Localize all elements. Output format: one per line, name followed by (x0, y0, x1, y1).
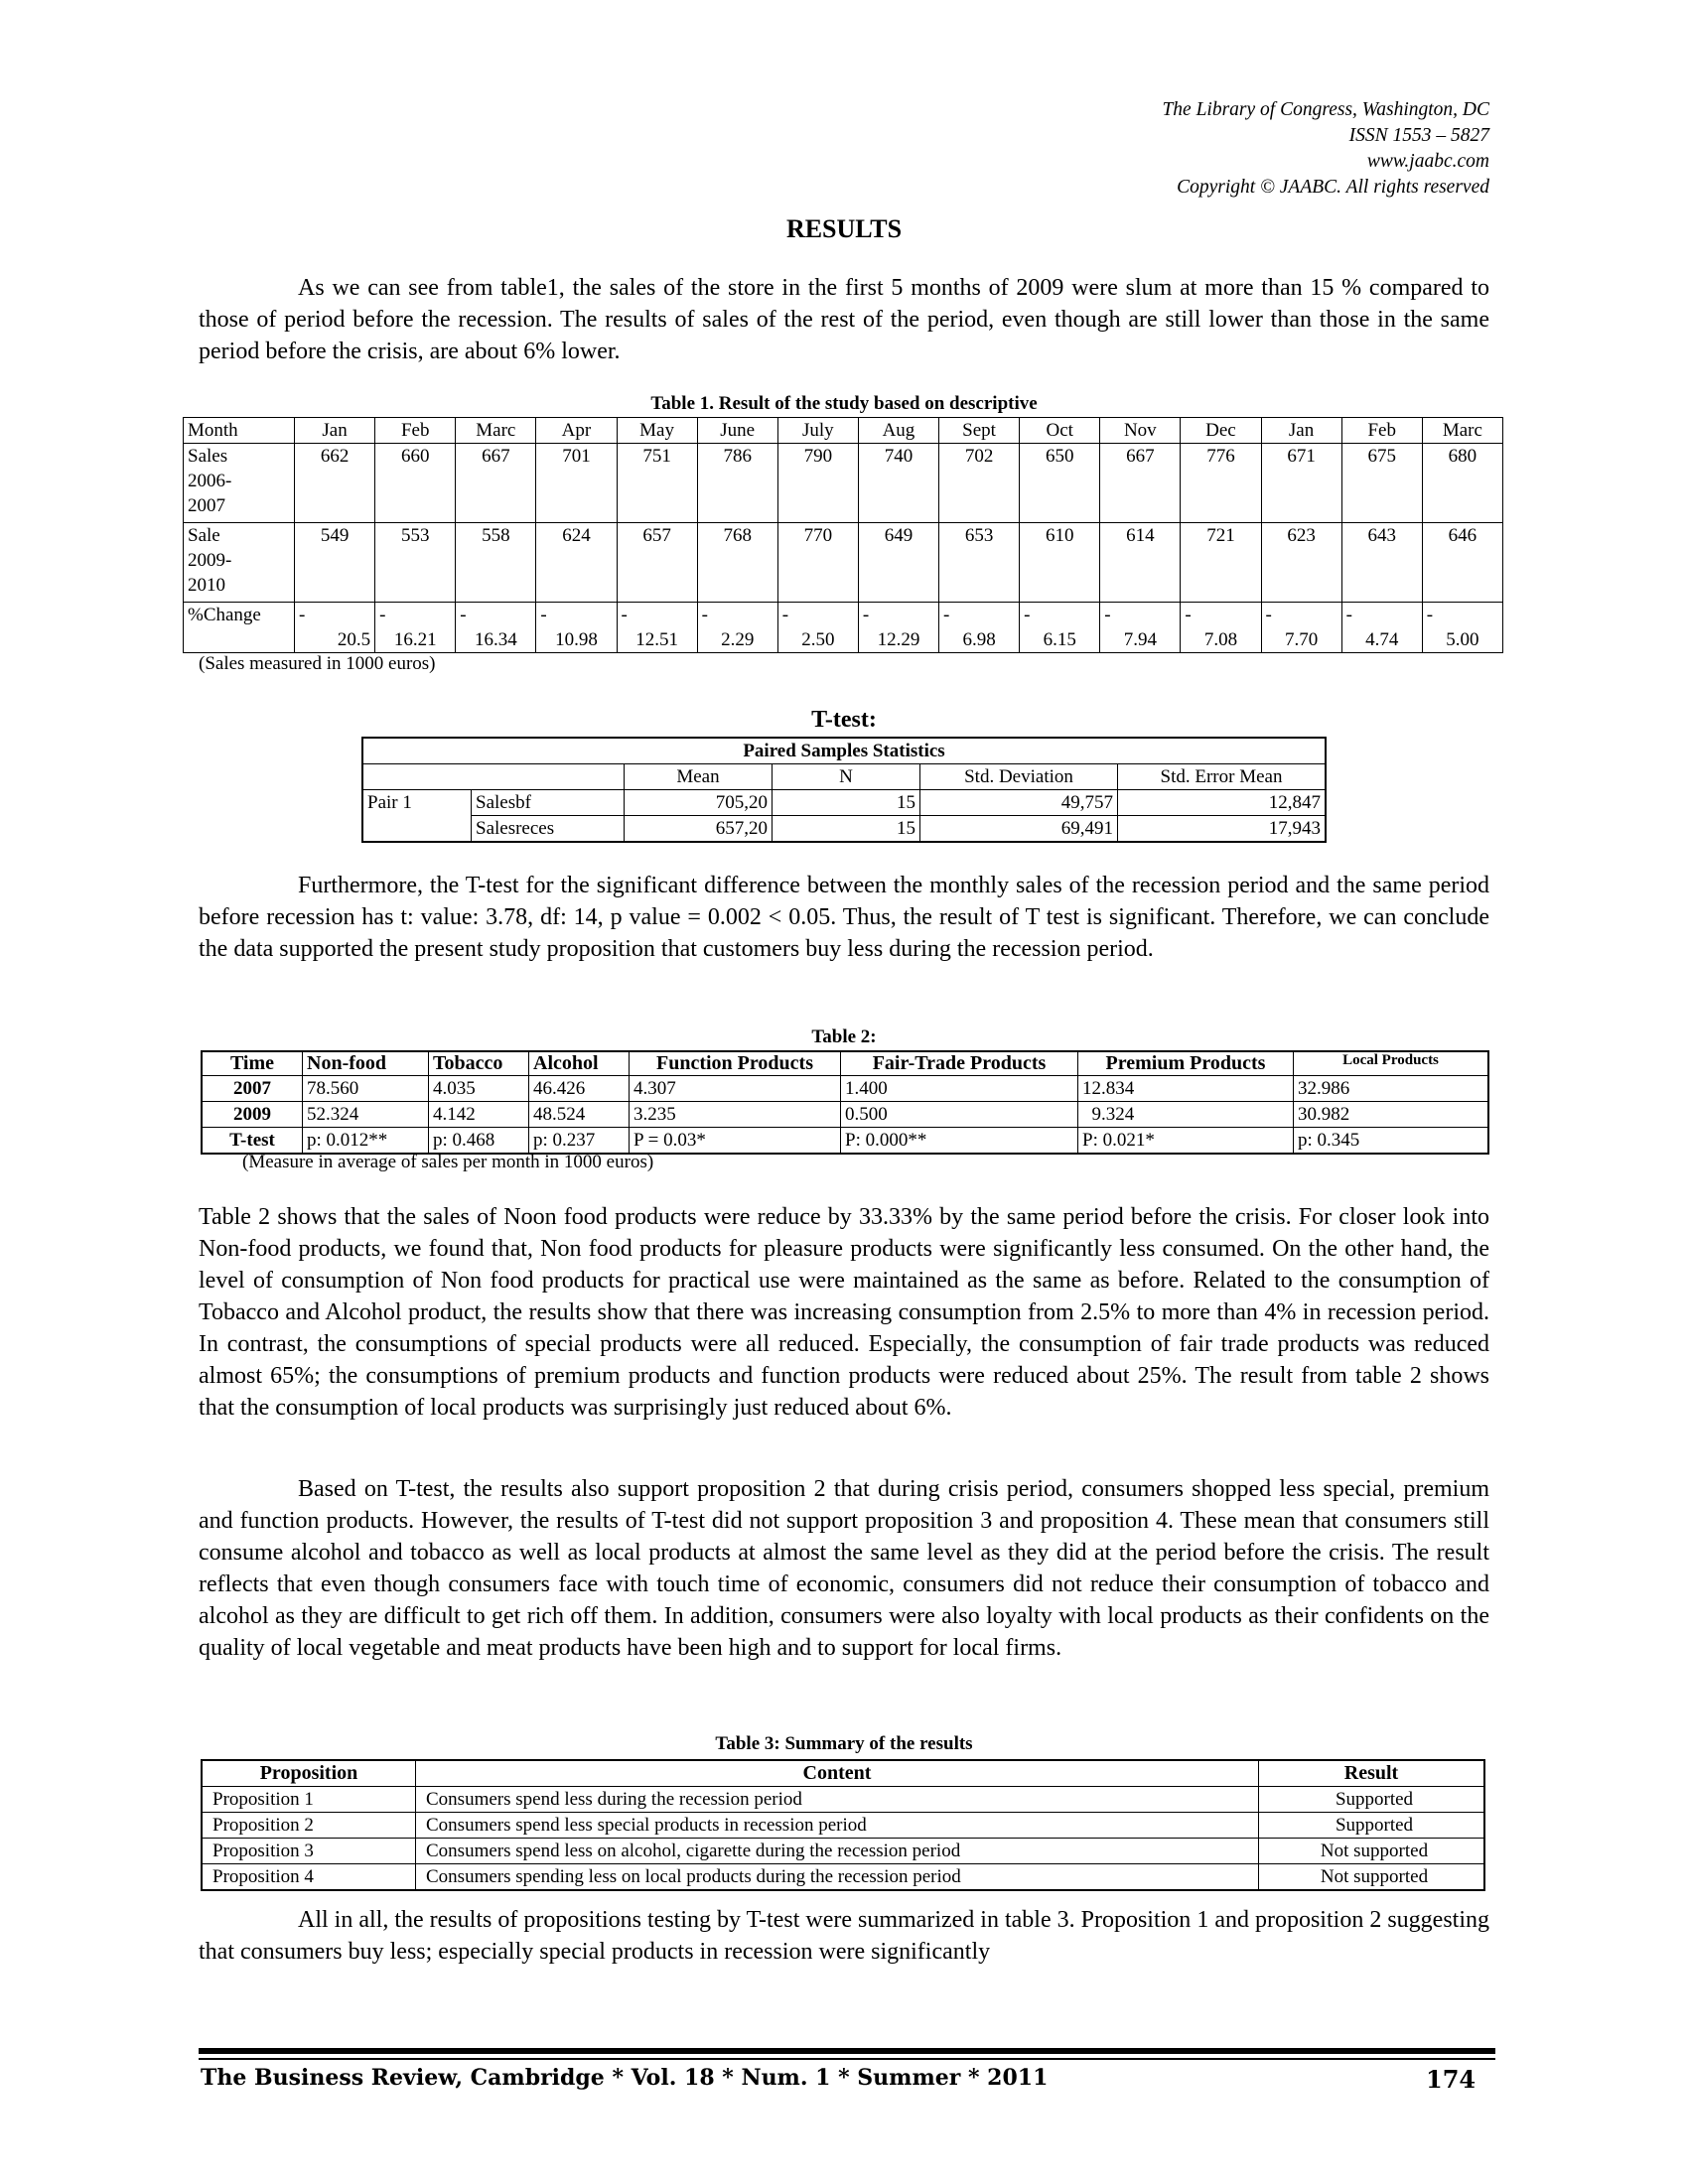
table-2-cell: 32.986 (1294, 1076, 1489, 1102)
ttest-header-cell: Std. Deviation (920, 764, 1118, 790)
table-3-row (202, 1813, 1484, 1839)
table-1-row-label (184, 444, 295, 523)
table-1-cell: 643 (1341, 523, 1422, 603)
table-2-cell: 4.035 (429, 1076, 529, 1102)
minus-sign: - (1185, 605, 1192, 625)
table-2-row-label: 2007 (202, 1076, 303, 1102)
table-2-header-cell: Fair-Trade Products (841, 1051, 1078, 1076)
table-2-cell: 46.426 (529, 1076, 630, 1102)
table-2-header-cell: Non-food (303, 1051, 429, 1076)
table-1-cell: 702 (939, 444, 1020, 523)
table-1-cell: 660 (375, 444, 456, 523)
minus-sign: - (1265, 605, 1272, 625)
table-1-cell: 610 (1020, 523, 1100, 603)
table-3-cell: Consumers spending less on local products during the recession period (416, 1864, 1259, 1891)
table-1-cell: 649 (858, 523, 938, 603)
table-1-cell: 786 (697, 444, 777, 523)
table-1-header-cell: Oct (1020, 418, 1100, 444)
table-2-cell: P: 0.000** (841, 1128, 1078, 1155)
table-2-header-cell: Time (202, 1051, 303, 1076)
table-1-header-cell: Feb (375, 418, 456, 444)
minus-sign: - (701, 605, 708, 625)
table-1-cell: 667 (1100, 444, 1181, 523)
change-value: 6.15 (1043, 629, 1076, 650)
table-1-row-sales-2006 (184, 444, 1503, 523)
ttest-n: 15 (773, 816, 920, 843)
ttest-header-cell: Mean (625, 764, 773, 790)
table-3-header-cell: Content (416, 1760, 1259, 1787)
table-3-cell: Supported (1259, 1813, 1485, 1839)
table-3 (201, 1759, 1485, 1891)
table-2-row (202, 1128, 1488, 1155)
table-3-cell: Proposition 1 (202, 1787, 416, 1813)
paragraph-1: As we can see from table1, the sales of the store in the first 5 months of 2009 were slum at more than 15 % compared to those of period before the recession. The results of sales of the rest of the period, even though are still lower than those in the same period before the crisis, are about 6% lower. (199, 275, 1489, 364)
table-1-header-cell: Marc (456, 418, 536, 444)
ttest-row (362, 816, 1326, 843)
table-1-cell: 657 (617, 523, 697, 603)
ttest-subtitle-row (362, 738, 1326, 764)
table-1-cell: 662 (295, 444, 375, 523)
table-1-cell: 623 (1261, 523, 1341, 603)
label-line: Sale (188, 525, 220, 546)
ttest-header-cell: Std. Error Mean (1118, 764, 1327, 790)
table-1-cell: 701 (536, 444, 617, 523)
table-2-cell: p: 0.012** (303, 1128, 429, 1155)
ttest-pair-label: Pair 1 (362, 790, 472, 843)
minus-sign: - (862, 605, 870, 625)
header-line-2: ISSN 1553 – 5827 (1348, 125, 1489, 146)
table-3-row (202, 1839, 1484, 1864)
table-1-row-label (184, 523, 295, 603)
label-line: 2006- (188, 471, 232, 491)
table-2-header-cell: Local Products (1294, 1051, 1489, 1076)
ttest-se: 12,847 (1118, 790, 1327, 816)
table-3-cell: Consumers spend less special products in recession period (416, 1813, 1259, 1839)
minus-sign: - (540, 605, 547, 625)
paragraph-3: Table 2 shows that the sales of Noon food products were reduce by 33.33% by the same period before the crisis. For closer look into Non-food products, we found that, Non food products for pleasure products were significantly less consumed. On the other hand, the level of consumption of Non food products for practical use were maintained as the same as before. Related to the consumption of Tobacco and Alcohol product, the results show that there was increasing consumption from 2.5% to more than 4% in recession period. In contrast, the consumptions of special products were all reduced. Especially, the consumption of fair trade products was reduced almost 65%; the consumptions of premium products and function products were reduced about 25%. The result from table 2 shows that the consumption of local products was surprisingly just reduced about 6%. (199, 1204, 1489, 1421)
table-1-cell: 614 (1100, 523, 1181, 603)
table-2-note: (Measure in average of sales per month in 1000 euros) (242, 1152, 654, 1172)
paragraph-5: All in all, the results of propositions testing by T-test were summarized in table 3. Proposition 1 and proposition 2 suggesting that consumers buy less; especially special products in recession were significantly (199, 1907, 1489, 1965)
table-3-cell: Not supported (1259, 1839, 1485, 1864)
table-1-cell: 721 (1181, 523, 1261, 603)
table-1-header-cell: Jan (295, 418, 375, 444)
table-3-cell: Consumers spend less on alcohol, cigarette during the recession period (416, 1839, 1259, 1864)
footer-journal: The Business Review, Cambridge * Vol. 18 * Num. 1 * Summer * 2011 (201, 2065, 1049, 2091)
table-2-cell: 78.560 (303, 1076, 429, 1102)
table-3-cell: Proposition 2 (202, 1813, 416, 1839)
table-3-header-cell: Result (1259, 1760, 1485, 1787)
table-2-cell: 4.142 (429, 1102, 529, 1128)
minus-sign: - (621, 605, 628, 625)
table-3-cell: Proposition 3 (202, 1839, 416, 1864)
ttest-empty-header (362, 764, 625, 790)
change-value: 16.34 (474, 629, 517, 650)
label-line: Sales (188, 446, 228, 467)
change-value: 4.74 (1365, 629, 1399, 650)
table-1-header-cell: Apr (536, 418, 617, 444)
header-line-1: The Library of Congress, Washington, DC (1162, 99, 1489, 120)
ttest-mean: 705,20 (625, 790, 773, 816)
change-value: 12.29 (877, 629, 920, 650)
table-1-cell: 624 (536, 523, 617, 603)
change-value: 12.51 (635, 629, 678, 650)
table-1-cell: 646 (1422, 523, 1502, 603)
minus-sign: - (781, 605, 789, 625)
table-1-cell: 653 (939, 523, 1020, 603)
table-3-row (202, 1864, 1484, 1891)
header-line-3[interactable]: www.jaabc.com (1366, 151, 1489, 172)
table-2-cell: p: 0.345 (1294, 1128, 1489, 1155)
table-2-cell: 3.235 (630, 1102, 841, 1128)
table-2-row (202, 1102, 1488, 1128)
change-value: 2.29 (721, 629, 755, 650)
table-2-cell: P = 0.03* (630, 1128, 841, 1155)
table-1-header-cell: June (697, 418, 777, 444)
table-1-row-change (184, 603, 1503, 653)
table-1-change-cell (777, 603, 858, 653)
table-1-change-cell (697, 603, 777, 653)
table-1-header-cell: Month (184, 418, 295, 444)
change-value: 5.00 (1446, 629, 1479, 650)
table-2-row (202, 1076, 1488, 1102)
table-1-header-cell: Marc (1422, 418, 1502, 444)
table-1-change-cell (1341, 603, 1422, 653)
table-2-cell: p: 0.237 (529, 1128, 630, 1155)
table-2-row-label: T-test (202, 1128, 303, 1155)
table-3-caption: Table 3: Summary of the results (715, 1733, 973, 1754)
minus-sign: - (1426, 605, 1434, 625)
table-1-cell: 790 (777, 444, 858, 523)
table-1-cell: 650 (1020, 444, 1100, 523)
table-1-cell: 751 (617, 444, 697, 523)
table-3-cell: Supported (1259, 1787, 1485, 1813)
table-1-header-cell: Nov (1100, 418, 1181, 444)
table-1-change-cell (617, 603, 697, 653)
table-3-cell: Not supported (1259, 1864, 1485, 1891)
table-1-caption: Table 1. Result of the study based on descriptive (650, 393, 1038, 414)
table-2-header-row (202, 1051, 1488, 1076)
change-value: 6.98 (962, 629, 996, 650)
table-1-header-cell: May (617, 418, 697, 444)
table-1-change-cell (1100, 603, 1181, 653)
table-2-cell: 48.524 (529, 1102, 630, 1128)
label-line: 2010 (188, 575, 225, 596)
ttest-table (361, 737, 1327, 843)
table-2-header-cell: Alcohol (529, 1051, 630, 1076)
change-value: 7.70 (1284, 629, 1319, 650)
table-2-caption: Table 2: (811, 1026, 877, 1047)
minus-sign: - (943, 605, 950, 625)
table-1-header-cell: Sept (939, 418, 1020, 444)
table-1-header-row (184, 418, 1503, 444)
table-3-cell: Consumers spend less during the recession period (416, 1787, 1259, 1813)
ttest-sd: 69,491 (920, 816, 1118, 843)
minus-sign: - (299, 605, 306, 625)
ttest-subtitle: Paired Samples Statistics (362, 738, 1326, 764)
change-value: 16.21 (393, 629, 437, 650)
ttest-se: 17,943 (1118, 816, 1327, 843)
paragraph-4: Based on T-test, the results also support proposition 2 that during crisis period, consumers shopped less special, premium and function products. However, the results of T-test did not support proposition 3 and proposition 4. These mean that consumers still consume alcohol and tobacco as well as local products at almost the same level as they did at the period before the crisis. The result reflects that even though consumers face with touch time of economic, consumers did not reduce their consumption of tobacco and alcohol as they are difficult to get rich off them. In addition, consumers were also loyalty with local products as their confidents on the quality of local vegetable and meat products have been high and to support for local firms. (199, 1476, 1489, 1661)
table-1-cell: 675 (1341, 444, 1422, 523)
table-1-cell: 740 (858, 444, 938, 523)
ttest-header-cell: N (773, 764, 920, 790)
table-1-row-sale-2009 (184, 523, 1503, 603)
table-1-cell: 776 (1181, 444, 1261, 523)
table-1-cell: 667 (456, 444, 536, 523)
table-1-header-cell: Dec (1181, 418, 1261, 444)
table-3-cell: Proposition 4 (202, 1864, 416, 1891)
ttest-title: T-test: (811, 707, 877, 733)
change-value: 20.5 (337, 629, 371, 650)
ttest-var-name: Salesbf (472, 790, 625, 816)
table-2-header-cell: Tobacco (429, 1051, 529, 1076)
table-1-change-cell (1261, 603, 1341, 653)
table-1-cell: 768 (697, 523, 777, 603)
table-1-change-cell (536, 603, 617, 653)
table-2-cell: P: 0.021* (1078, 1128, 1294, 1155)
table-3-header-cell: Proposition (202, 1760, 416, 1787)
ttest-row (362, 790, 1326, 816)
change-value: 2.50 (801, 629, 835, 650)
table-1-change-cell (295, 603, 375, 653)
change-value: 10.98 (555, 629, 598, 650)
paragraph-2: Furthermore, the T-test for the significant difference between the monthly sales of the recession period and the same period before recession has t: value: 3.78, df: 14, p value = 0.002 < 0.05. Thus, the result of T test is significant. Therefore, we can conclude the data supported the present study proposition that customers buy less during the recession period. (199, 873, 1489, 962)
table-1-change-cell (1181, 603, 1261, 653)
table-1-cell: 671 (1261, 444, 1341, 523)
change-value: 7.08 (1203, 629, 1238, 650)
minus-sign: - (379, 605, 386, 625)
table-1-cell: 553 (375, 523, 456, 603)
ttest-sd: 49,757 (920, 790, 1118, 816)
ttest-var-name: Salesreces (472, 816, 625, 843)
table-3-header-row (202, 1760, 1484, 1787)
change-value: 7.94 (1123, 629, 1157, 650)
footer-rule-thick (199, 2048, 1495, 2054)
table-1-cell: 558 (456, 523, 536, 603)
label-line: 2009- (188, 550, 232, 571)
minus-sign: - (1024, 605, 1031, 625)
table-1-change-cell (375, 603, 456, 653)
table-1-header-cell: Feb (1341, 418, 1422, 444)
table-1 (183, 417, 1503, 653)
footer-rule-thin (199, 2058, 1495, 2060)
table-2-cell: 4.307 (630, 1076, 841, 1102)
table-2-cell: 1.400 (841, 1076, 1078, 1102)
table-2 (201, 1050, 1489, 1155)
table-1-cell: 770 (777, 523, 858, 603)
table-2-cell: 9.324 (1078, 1102, 1294, 1128)
table-1-change-cell (939, 603, 1020, 653)
ttest-header-row (362, 764, 1326, 790)
table-2-cell: 30.982 (1294, 1102, 1489, 1128)
table-2-header-cell: Premium Products (1078, 1051, 1294, 1076)
table-1-cell: 680 (1422, 444, 1502, 523)
table-1-change-cell (1422, 603, 1502, 653)
table-2-row-label: 2009 (202, 1102, 303, 1128)
table-1-header-cell: July (777, 418, 858, 444)
table-1-header-cell: Jan (1261, 418, 1341, 444)
ttest-n: 15 (773, 790, 920, 816)
table-1-row-label: %Change (184, 603, 295, 653)
header-line-4: Copyright © JAABC. All rights reserved (1177, 177, 1489, 198)
table-2-cell: 0.500 (841, 1102, 1078, 1128)
table-2-cell: 52.324 (303, 1102, 429, 1128)
section-title: RESULTS (785, 214, 903, 243)
table-1-note: (Sales measured in 1000 euros) (199, 653, 436, 674)
table-1-change-cell (858, 603, 938, 653)
table-2-header-cell: Function Products (630, 1051, 841, 1076)
minus-sign: - (1104, 605, 1111, 625)
label-line: 2007 (188, 495, 225, 516)
page-number: 174 (1426, 2065, 1477, 2094)
table-1-change-cell (1020, 603, 1100, 653)
ttest-mean: 657,20 (625, 816, 773, 843)
table-2-cell: 12.834 (1078, 1076, 1294, 1102)
table-2-cell: p: 0.468 (429, 1128, 529, 1155)
journal-header (1162, 97, 1489, 201)
table-1-cell: 549 (295, 523, 375, 603)
table-3-row (202, 1787, 1484, 1813)
table-1-header-cell: Aug (858, 418, 938, 444)
minus-sign: - (1345, 605, 1352, 625)
table-1-change-cell (456, 603, 536, 653)
minus-sign: - (460, 605, 467, 625)
